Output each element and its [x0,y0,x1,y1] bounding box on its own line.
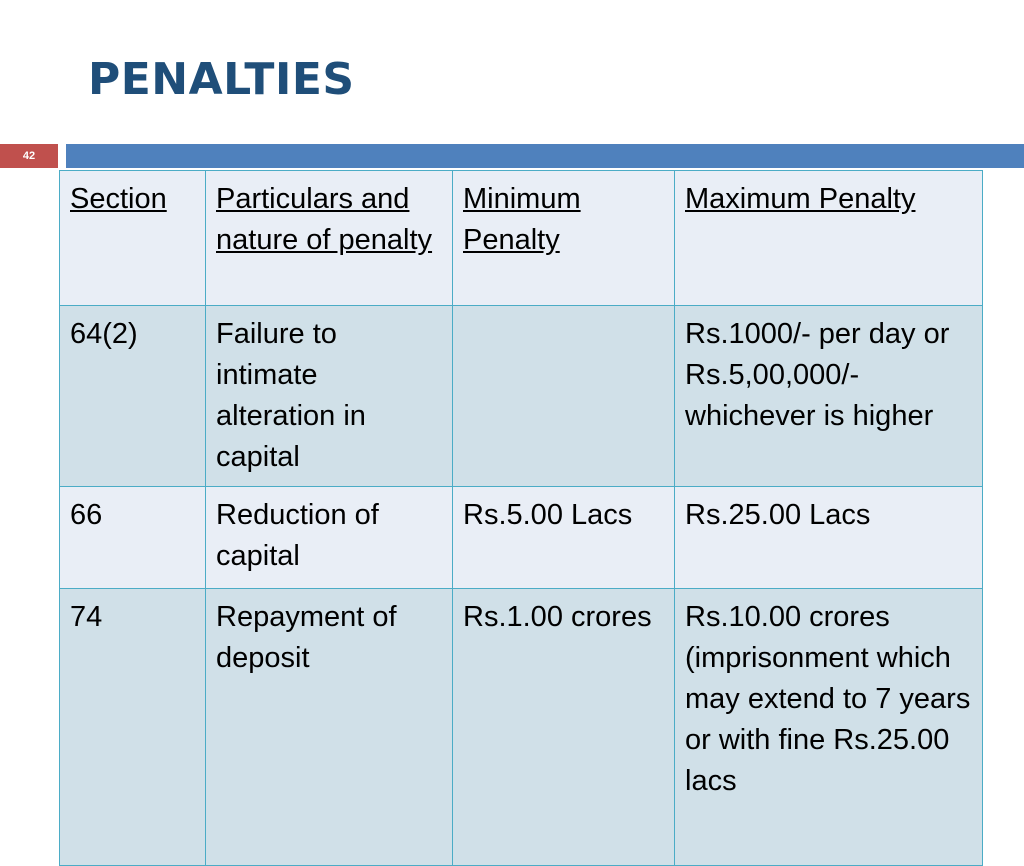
penalties-table-container [59,170,983,797]
cell-section: 66 [60,487,206,589]
cell-section: 64(2) [60,306,206,487]
cell-minimum-penalty [453,306,675,487]
table-row [60,306,983,487]
header-minimum-penalty: Minimum Penalty [453,171,675,306]
penalties-table [59,170,983,866]
slide-number-badge: 42 [0,144,58,168]
cell-particulars: Failure to intimate alteration in capital [206,306,453,487]
slide-title: PENALTIES [88,54,355,105]
table-header-row [60,171,983,306]
cell-maximum-penalty: Rs.10.00 crores (imprisonment which may extend to 7 years or with fine Rs.25.00 lacs [675,589,983,866]
table-row [60,589,983,866]
header-particulars: Particulars and nature of penalty [206,171,453,306]
cell-minimum-penalty: Rs.5.00 Lacs [453,487,675,589]
cell-section: 74 [60,589,206,866]
header-maximum-penalty: Maximum Penalty [675,171,983,306]
table-row [60,487,983,589]
cell-maximum-penalty: Rs.1000/- per day or Rs.5,00,000/- whichever is higher [675,306,983,487]
title-divider-bar [66,144,1024,168]
cell-maximum-penalty: Rs.25.00 Lacs [675,487,983,589]
cell-minimum-penalty: Rs.1.00 crores [453,589,675,866]
cell-particulars: Repayment of deposit [206,589,453,866]
cell-particulars: Reduction of capital [206,487,453,589]
header-section: Section [60,171,206,306]
